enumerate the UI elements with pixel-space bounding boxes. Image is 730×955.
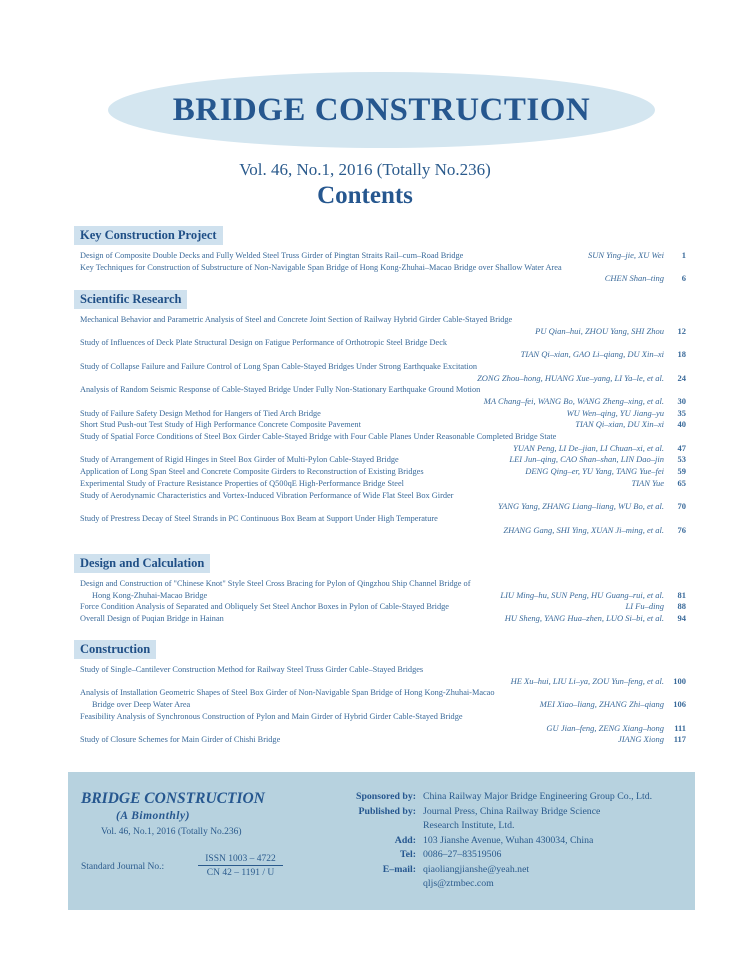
page-number: 70 [677, 501, 686, 512]
article-title: Study of Aerodynamic Characteristics and Vortex-Induced Vibration Performance of Wide Flat Steel Box Girder [80, 490, 454, 500]
info-label [328, 819, 423, 834]
article-authors: GU Jian–feng, ZENG Xiang–hong [546, 722, 664, 733]
page-number: 35 [677, 407, 686, 418]
article-title: Application of Long Span Steel and Concrete Composite Girders to Reconstruction of Existing Bridges [80, 467, 424, 477]
info-label: Add: [394, 834, 416, 846]
article-authors: CHEN Shan–ting [604, 273, 664, 284]
page-number: 117 [673, 734, 686, 745]
footer-frequency: (A Bimonthly) [116, 810, 190, 822]
journal-info-box [68, 772, 695, 910]
entry-line [74, 613, 686, 625]
article-authors: TIAN Qi–xian, DU Xin–xi [575, 419, 664, 430]
page-number: 1 [681, 250, 686, 260]
entry-line [74, 734, 686, 746]
entry-line [74, 699, 686, 711]
article-authors: TIAN Qi–xian, GAO Li–qiang, DU Xin–xi [520, 349, 664, 360]
article-authors: ZONG Zhou–hong, HUANG Xue–yang, LI Ya–le, et al. [477, 372, 664, 383]
article-title: Short Stud Push-out Test Study of High Performance Concrete Composite Pavement [80, 420, 361, 430]
entry-line [74, 601, 686, 613]
article-authors: PU Qian–hui, ZHOU Yang, SHI Zhou [535, 325, 664, 336]
toc-entry [74, 337, 686, 360]
article-authors: YANG Yang, ZHANG Liang–liang, WU Bo, et al. [497, 501, 664, 512]
article-title: Study of Collapse Failure and Failure Control of Long Span Cable-Stayed Bridges Under Strong Earthquake Excitation [80, 361, 478, 371]
info-value: Journal Press, China Railway Bridge Science [423, 805, 601, 817]
footer-journal-title: BRIDGE CONSTRUCTION [81, 790, 265, 807]
article-authors: LI Fu–ding [625, 601, 664, 612]
article-title: Feasibility Analysis of Synchronous Construction of Pylon and Main Girder of Hybrid Girder Cable-Stayed Bridge [80, 711, 463, 721]
info-label: Sponsored by: [356, 791, 416, 802]
section-heading: Construction [74, 640, 156, 659]
toc-entry [74, 613, 686, 625]
entry-line [74, 454, 686, 466]
toc-entry [74, 601, 686, 613]
toc-entry [74, 361, 686, 384]
page-number: 65 [677, 477, 686, 488]
publisher-info [328, 790, 652, 892]
info-row [328, 805, 652, 820]
article-authors: SUN Ying–jie, XU Wei [587, 250, 664, 260]
standard-journal-label: Standard Journal No.: [81, 862, 165, 872]
article-title: Study of Influences of Deck Plate Structural Design on Fatigue Performance of Orthotropic Steel Bridge Deck [80, 338, 448, 348]
toc-entry [74, 711, 686, 734]
page-number: 47 [677, 442, 686, 453]
toc-entry [74, 419, 686, 431]
article-title: Analysis of Installation Geometric Shapes of Steel Box Girder of Non-Navigable Span Bridge of Hong Kong-Zhuhai-Macao [80, 688, 495, 698]
info-value: China Railway Major Bridge Engineering Group Co., Ltd. [423, 791, 653, 802]
article-title: Force Condition Analysis of Separated and Obliquely Set Steel Anchor Boxes in Pylon of Cable-Stayed Bridge [80, 602, 449, 612]
toc-entry [74, 262, 686, 285]
title-banner [108, 72, 655, 148]
article-authors: LIU Ming–hu, SUN Peng, HU Guang–rui, et al. [500, 589, 664, 600]
issn-block [198, 854, 283, 878]
article-title-continued: Bridge over Deep Water Area [92, 700, 191, 710]
page-number: 111 [674, 722, 686, 733]
page-number: 40 [677, 419, 686, 430]
journal-title: BRIDGE CONSTRUCTION [172, 91, 591, 128]
page-number: 106 [673, 699, 686, 710]
info-row [328, 848, 652, 863]
toc-entry [74, 250, 686, 262]
toc-entry [74, 466, 686, 478]
page-number: 94 [677, 613, 686, 624]
article-title: Design and Construction of "Chinese Knot" Style Steel Cross Bracing for Pylon of Qingzhou Ship Channel Bridge of [80, 579, 471, 588]
article-title: Mechanical Behavior and Parametric Analysis of Steel and Concrete Joint Section of Railway Hybrid Girder Cable-Stayed Bridge [80, 315, 513, 324]
info-row [328, 790, 652, 805]
section-heading: Design and Calculation [74, 554, 210, 573]
toc-entry [74, 314, 686, 337]
entry-line [74, 478, 686, 490]
article-title: Study of Arrangement of Rigid Hinges in Steel Box Girder of Multi-Pylon Cable-Stayed Bridge [80, 455, 399, 465]
article-title: Key Techniques for Construction of Substructure of Non-Navigable Span Bridge of Hong Kong-Zhuhai–Macao Bridge over Shallow Water Area [80, 262, 562, 272]
article-authors: MEI Xiao–liang, ZHANG Zhi–qiang [539, 699, 664, 710]
article-authors: MA Chang–fei, WANG Bo, WANG Zheng–xing, et al. [483, 395, 664, 406]
article-title: Study of Spatial Force Conditions of Steel Box Girder Cable-Stayed Bridge with Four Cable Planes Under Reasonable Completed Bridge State [80, 432, 557, 442]
page-number: 88 [677, 601, 686, 612]
article-title: Study of Prestress Decay of Steel Strands in PC Continuous Box Beam at Support Under High Temperature [80, 513, 438, 523]
info-value: Research Institute, Ltd. [423, 820, 515, 831]
article-authors: JIANG Xiong [617, 734, 664, 745]
toc-entry [74, 431, 686, 454]
info-value: 103 Jianshe Avenue, Wuhan 430034, China [423, 834, 594, 846]
toc-entry [74, 408, 686, 420]
entry-line [74, 466, 686, 478]
page-number: 30 [677, 395, 686, 406]
article-authors: HE Xu–hui, LIU Li–ya, ZOU Yun–feng, et al. [510, 675, 664, 686]
page-number: 18 [677, 349, 686, 360]
toc-section [74, 554, 686, 625]
info-label: Tel: [400, 849, 416, 860]
info-value: 0086–27–83519506 [423, 849, 502, 860]
article-title: Overall Design of Puqian Bridge in Hainan [80, 614, 224, 624]
article-title: Analysis of Random Seismic Response of Cable-Stayed Bridge Under Fully Non-Stationary Earthquake Ground Motion [80, 385, 481, 395]
toc-entry [74, 454, 686, 466]
toc-section [74, 290, 686, 536]
info-value: qiaoliangjianshe@yeah.net [423, 863, 530, 875]
article-authors: ZHANG Gang, SHI Ying, XUAN Ji–ming, et al. [503, 524, 664, 535]
entry-line [74, 590, 686, 602]
toc-section [74, 640, 686, 746]
article-authors: TIAN Yue [631, 477, 664, 488]
article-title: Design of Composite Double Decks and Fully Welded Steel Truss Girder of Pingtan Straits Rail–cum–Road Bridge [80, 251, 464, 260]
page-number: 24 [677, 372, 686, 383]
toc-entry [74, 664, 686, 687]
article-title: Study of Failure Safety Design Method for Hangers of Tied Arch Bridge [80, 408, 321, 418]
volume-line: Vol. 46, No.1, 2016 (Totally No.236) [239, 160, 491, 179]
info-row [328, 877, 652, 892]
page-number: 81 [677, 589, 686, 600]
toc-entry [74, 687, 686, 710]
page-number: 59 [677, 466, 686, 477]
contents-heading: Contents [317, 182, 413, 209]
article-authors: HU Sheng, YANG Hua–zhen, LUO Si–bi, et al. [504, 613, 664, 624]
info-row [328, 819, 652, 834]
article-authors: DENG Qing–er, YU Yang, TANG Yue–fei [525, 466, 664, 477]
info-label: Published by: [358, 805, 416, 817]
info-row [328, 863, 652, 878]
article-title: Study of Closure Schemes for Main Girder of Chishi Bridge [80, 735, 281, 745]
info-label [328, 877, 423, 892]
info-label: E–mail: [382, 863, 416, 875]
toc-entry [74, 384, 686, 407]
entry-line [74, 250, 686, 262]
article-authors: WU Wen–qing, YU Jiang–yu [566, 407, 664, 418]
article-authors: LEI Jun–qing, CAO Shan–shan, LIN Dao–jin [509, 454, 664, 465]
article-title-continued: Hong Kong-Zhuhai-Macao Bridge [92, 590, 208, 600]
page-number: 6 [681, 273, 686, 284]
toc-entry [74, 490, 686, 513]
info-row [328, 834, 652, 849]
toc-entry [74, 734, 686, 746]
toc-entry [74, 578, 686, 601]
page-number: 12 [677, 325, 686, 336]
page-number: 53 [677, 454, 686, 465]
article-title: Study of Single–Cantilever Construction Method for Railway Steel Truss Girder Cable–Stayed Bridges [80, 665, 424, 674]
toc-section [74, 226, 686, 285]
page-number: 76 [677, 524, 686, 535]
section-heading: Key Construction Project [74, 226, 223, 245]
article-authors: YUAN Peng, LI De–jian, LI Chuan–xi, et al. [513, 442, 664, 453]
section-heading: Scientific Research [74, 290, 187, 309]
issn-number: ISSN 1003 – 4722 [198, 854, 283, 866]
article-title: Experimental Study of Fracture Resistance Properties of Q500qE High-Performance Bridge Steel [80, 478, 404, 488]
entry-line [74, 419, 686, 431]
toc-entry [74, 513, 686, 536]
cn-number: CN 42 – 1191 / U [206, 868, 275, 878]
page-number: 100 [673, 675, 686, 686]
footer-volume-line: Vol. 46, No.1, 2016 (Totally No.236) [101, 827, 242, 837]
toc-entry [74, 478, 686, 490]
info-value: qljs@ztmbec.com [423, 878, 494, 889]
entry-line [74, 408, 686, 420]
